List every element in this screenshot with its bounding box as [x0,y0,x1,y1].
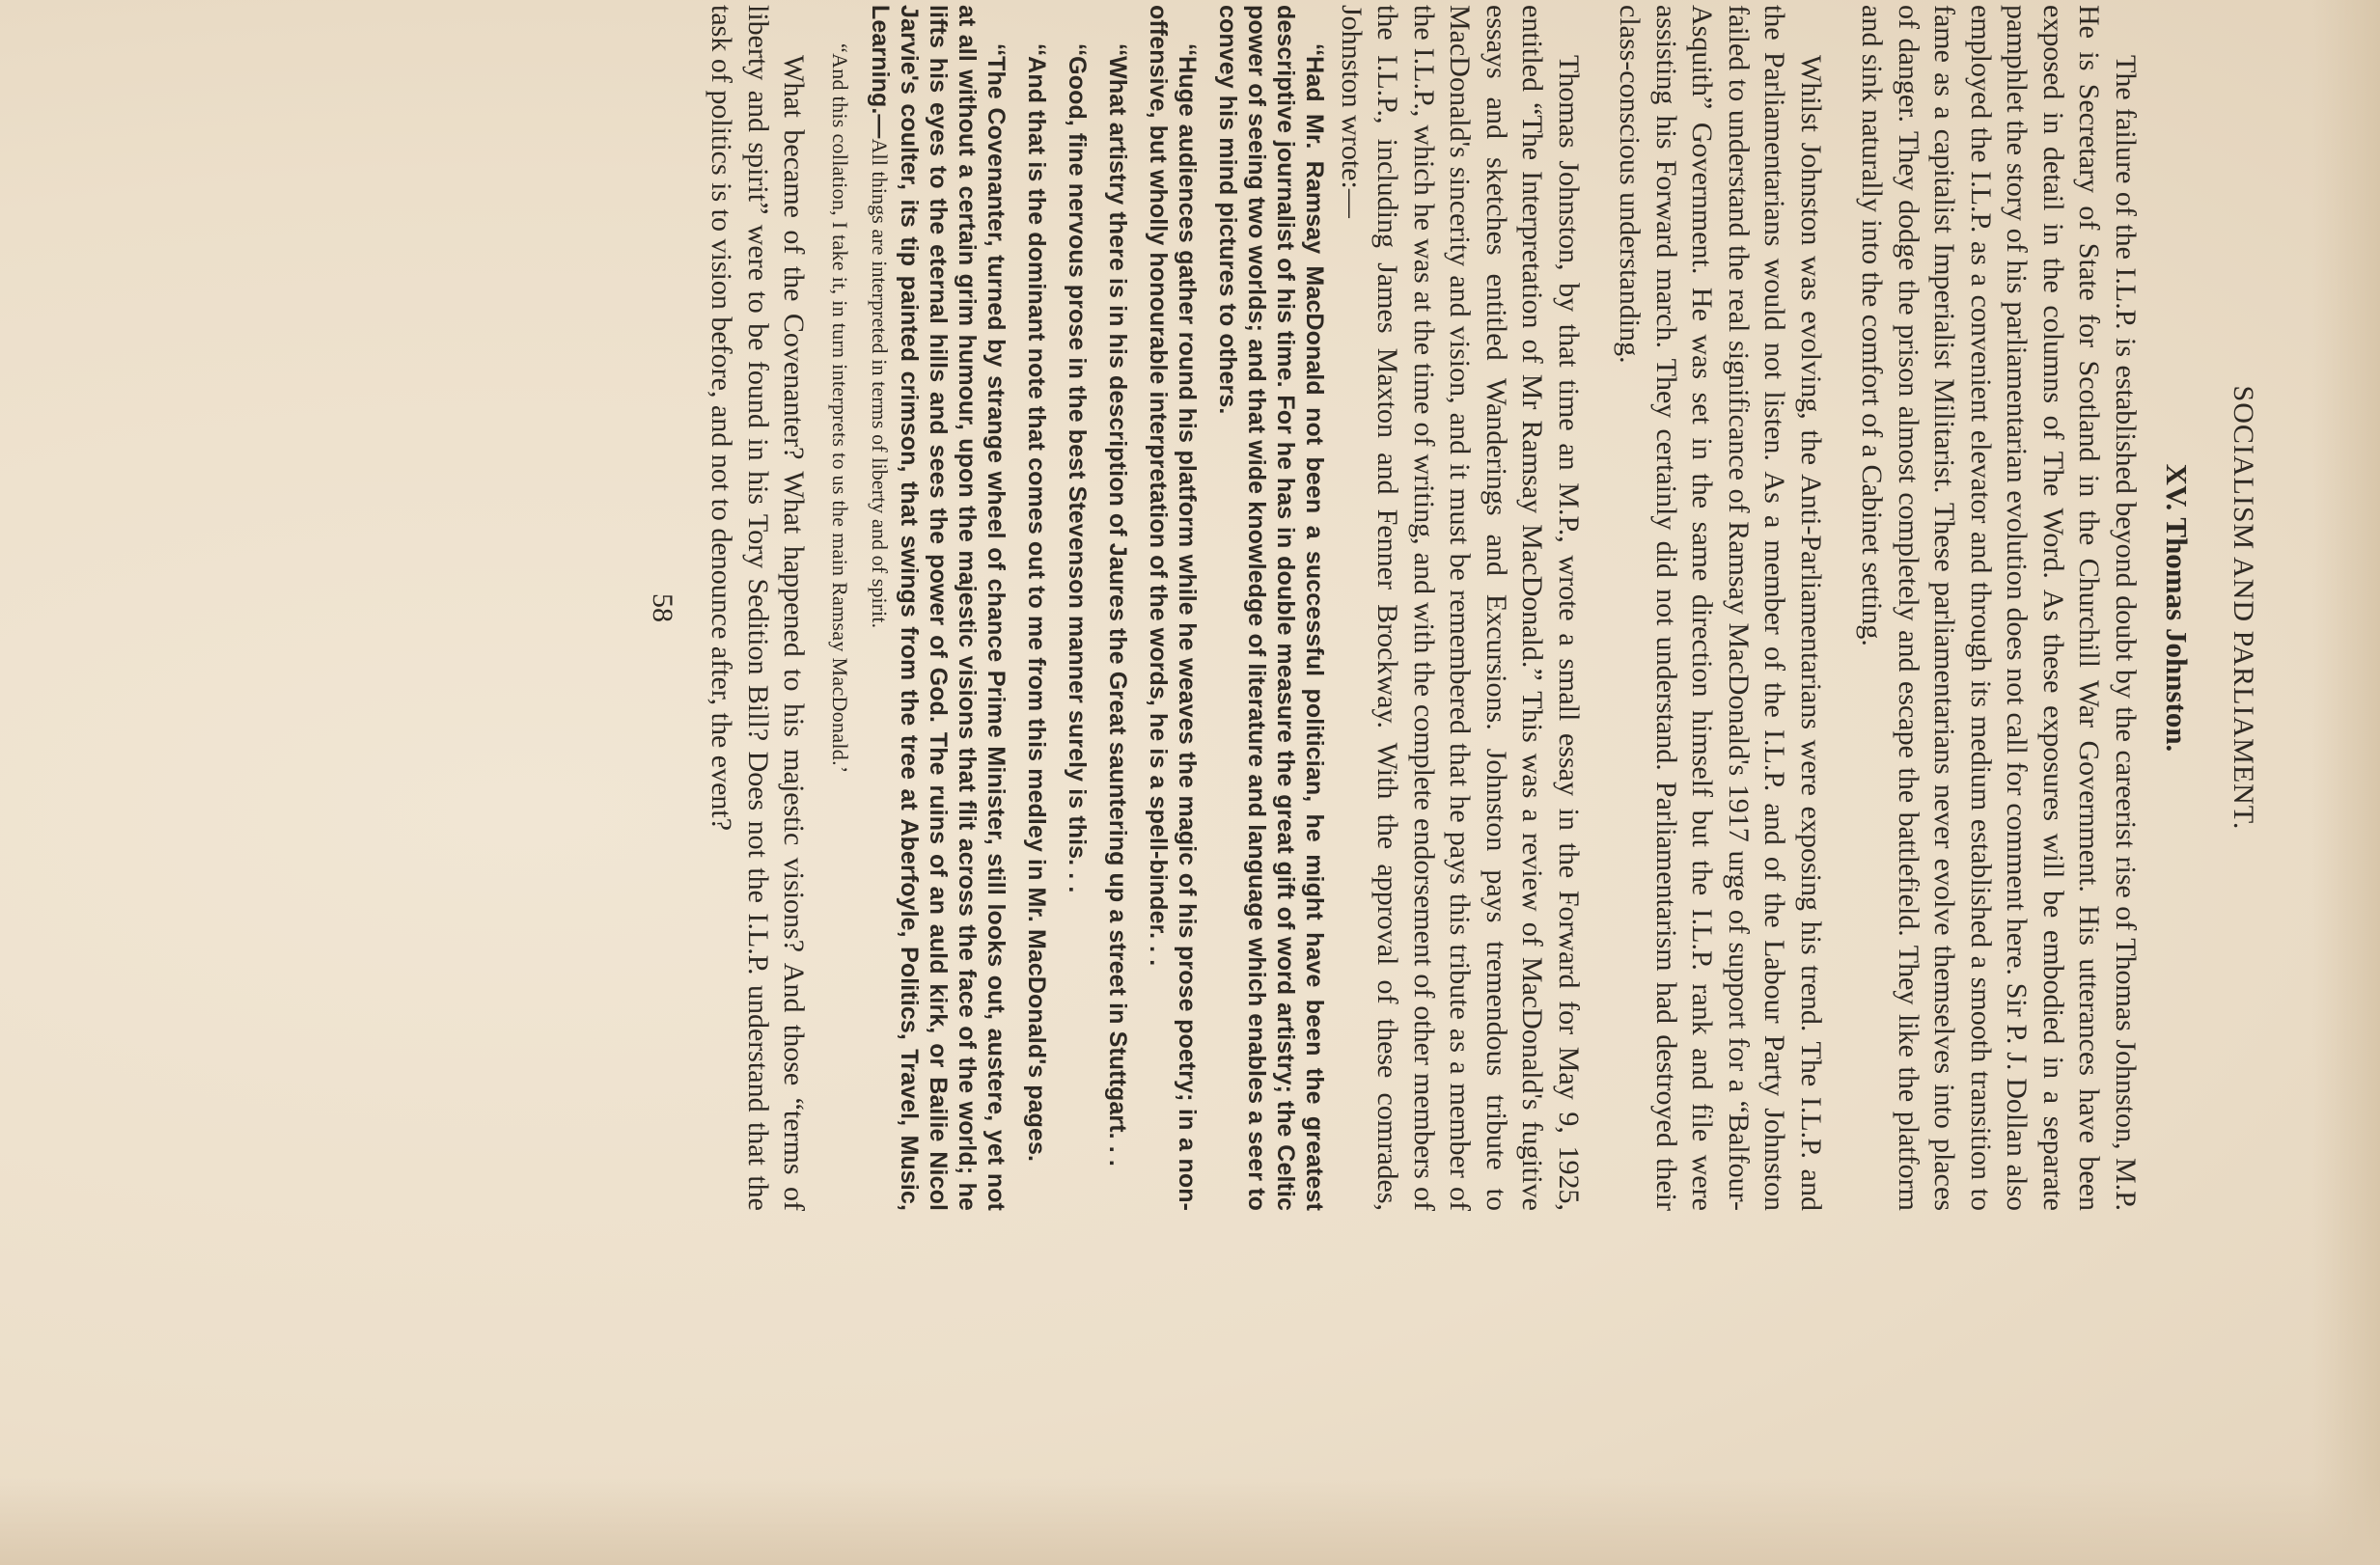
page-bottom-shadow [0,1478,2380,1565]
page-content [346,5,2277,1211]
quote-5: ‘‘And that is the dominant note that comes out to me from this medley in Mr. MacDonald's pages. [1023,43,1051,1163]
quote-4: ‘‘Good, fine nervous prose in the best Stevenson manner surely is this. . . [1064,43,1092,893]
running-head: SOCIALISM AND PARLIAMENT. [2228,385,2259,831]
quote-3: ‘‘What artistry there is in his description of Jaures the Great sauntering up a street in Stuttgart. . . [1104,43,1132,1167]
rotated-book-page [346,5,2277,1211]
quote-2: ‘‘Huge audiences gather round his platform while he weaves the magic of his prose poetry; in a non-offensive, but wholly honourable interpretation of the words, he is a spell-binder. . . [1145,5,1202,1211]
quote-6-text: ‘‘The Covenanter, turned by strange wheel of chance Prime Minister, still looks out, austere, yet not at all without a certain grim humour, upon the majestic visions that flit across the face of the world; he lifts his eyes to the eternal hills and sees the power of God. The ruins of an auld kirk, or Bailie Nicol Jarvie's coulter, its tip painted crimson, that swings from the tree at Aberfoyle, Politics, Travel, Music, Learning.— [867,5,1010,1211]
paragraph-2: Whilst Johnston was evolving, the Anti-Parliamentarians were exposing his trend. The I.L.P. and the Parliamentarians would not listen. As a member of the I.L.P. and of the Labour Party Johnston failed to understand the real significance of Ramsay MacDonald's 1917 urge of support for a “Balfour-Asquith” Government. He was set in the same direction himself but the I.L.P. rank and file were assisting his Forward march. They certainly did not understand. Parliamentarism had destroyed their class-conscious understanding. [1614,5,1827,1211]
quote-6-tail: All things are interpreted in terms of liberty and of spirit. [868,138,893,629]
footnote: “And this collation, I take it, in turn interprets to us the main Ramsay MacDonald.’ [828,43,853,774]
paragraph-3: Thomas Johnston, by that time an M.P., wrote a small essay in the Forward for May 9, 1925, entitled “The Interpretation of Mr Ramsay MacDonald.” This was a review of MacDonald's fugitive essays and sketches entitled Wanderings and Excursions. Johnston pays tremendous tribute to MacDonald's sincerity and vision, and it must be remembered that he pays this tribute as a member of the I.L.P., which he was at the time of writing, and with the complete endorsement of other members of the I.L.P., including James Maxton and Fenner Brockway. With the approval of these comrades, Johnston wrote:— [1336,5,1585,1211]
paragraph-1: The failure of the I.L.P. is established beyond doubt by the careerist rise of Thomas Johnston, M.P. He is Secretary of State for Scotland in the Churchill War Government. His utterances have been exposed in detail in the columns of The Word. As these exposures will be embodied in a separate pamphlet the story of his parliamentarian evolution does not call for comment here. Sir P. J. Dollan also employed the I.L.P. as a convenient elevator and through its medium established a smooth transition to fame as a capitalist Imperialist Militarist. These parliamentarians never evolve themselves into places of danger. They dodge the prison almost completely and escape the battlefield. They like the platform and sink naturally into the comfort of a Cabinet setting. [1856,5,2142,1211]
quote-1: ‘‘Had Mr. Ramsay MacDonald not been a successful politician, he might have been the greatest descriptive journalist of his time. For he has in double measure the great gift of word artistry; the Celtic power of seeing two worlds; and that wide knowledge of literature and language which enables a seer to convey his mind pictures to others. [1214,5,1329,1211]
page-number: 58 [647,593,678,622]
closing-paragraph: What became of the Covenanter? What happened to his majestic visions? And those “terms of liberty and spirit” were to be found in his Tory Sedition Bill? Does not the I.L.P. understand that the task of politics is to vision before, and not to denounce after, the event? [706,5,811,1211]
quote-6 [866,5,1011,1211]
section-heading: XV. Thomas Johnston. [2160,463,2194,753]
page-edge-shadow [2312,0,2380,1565]
